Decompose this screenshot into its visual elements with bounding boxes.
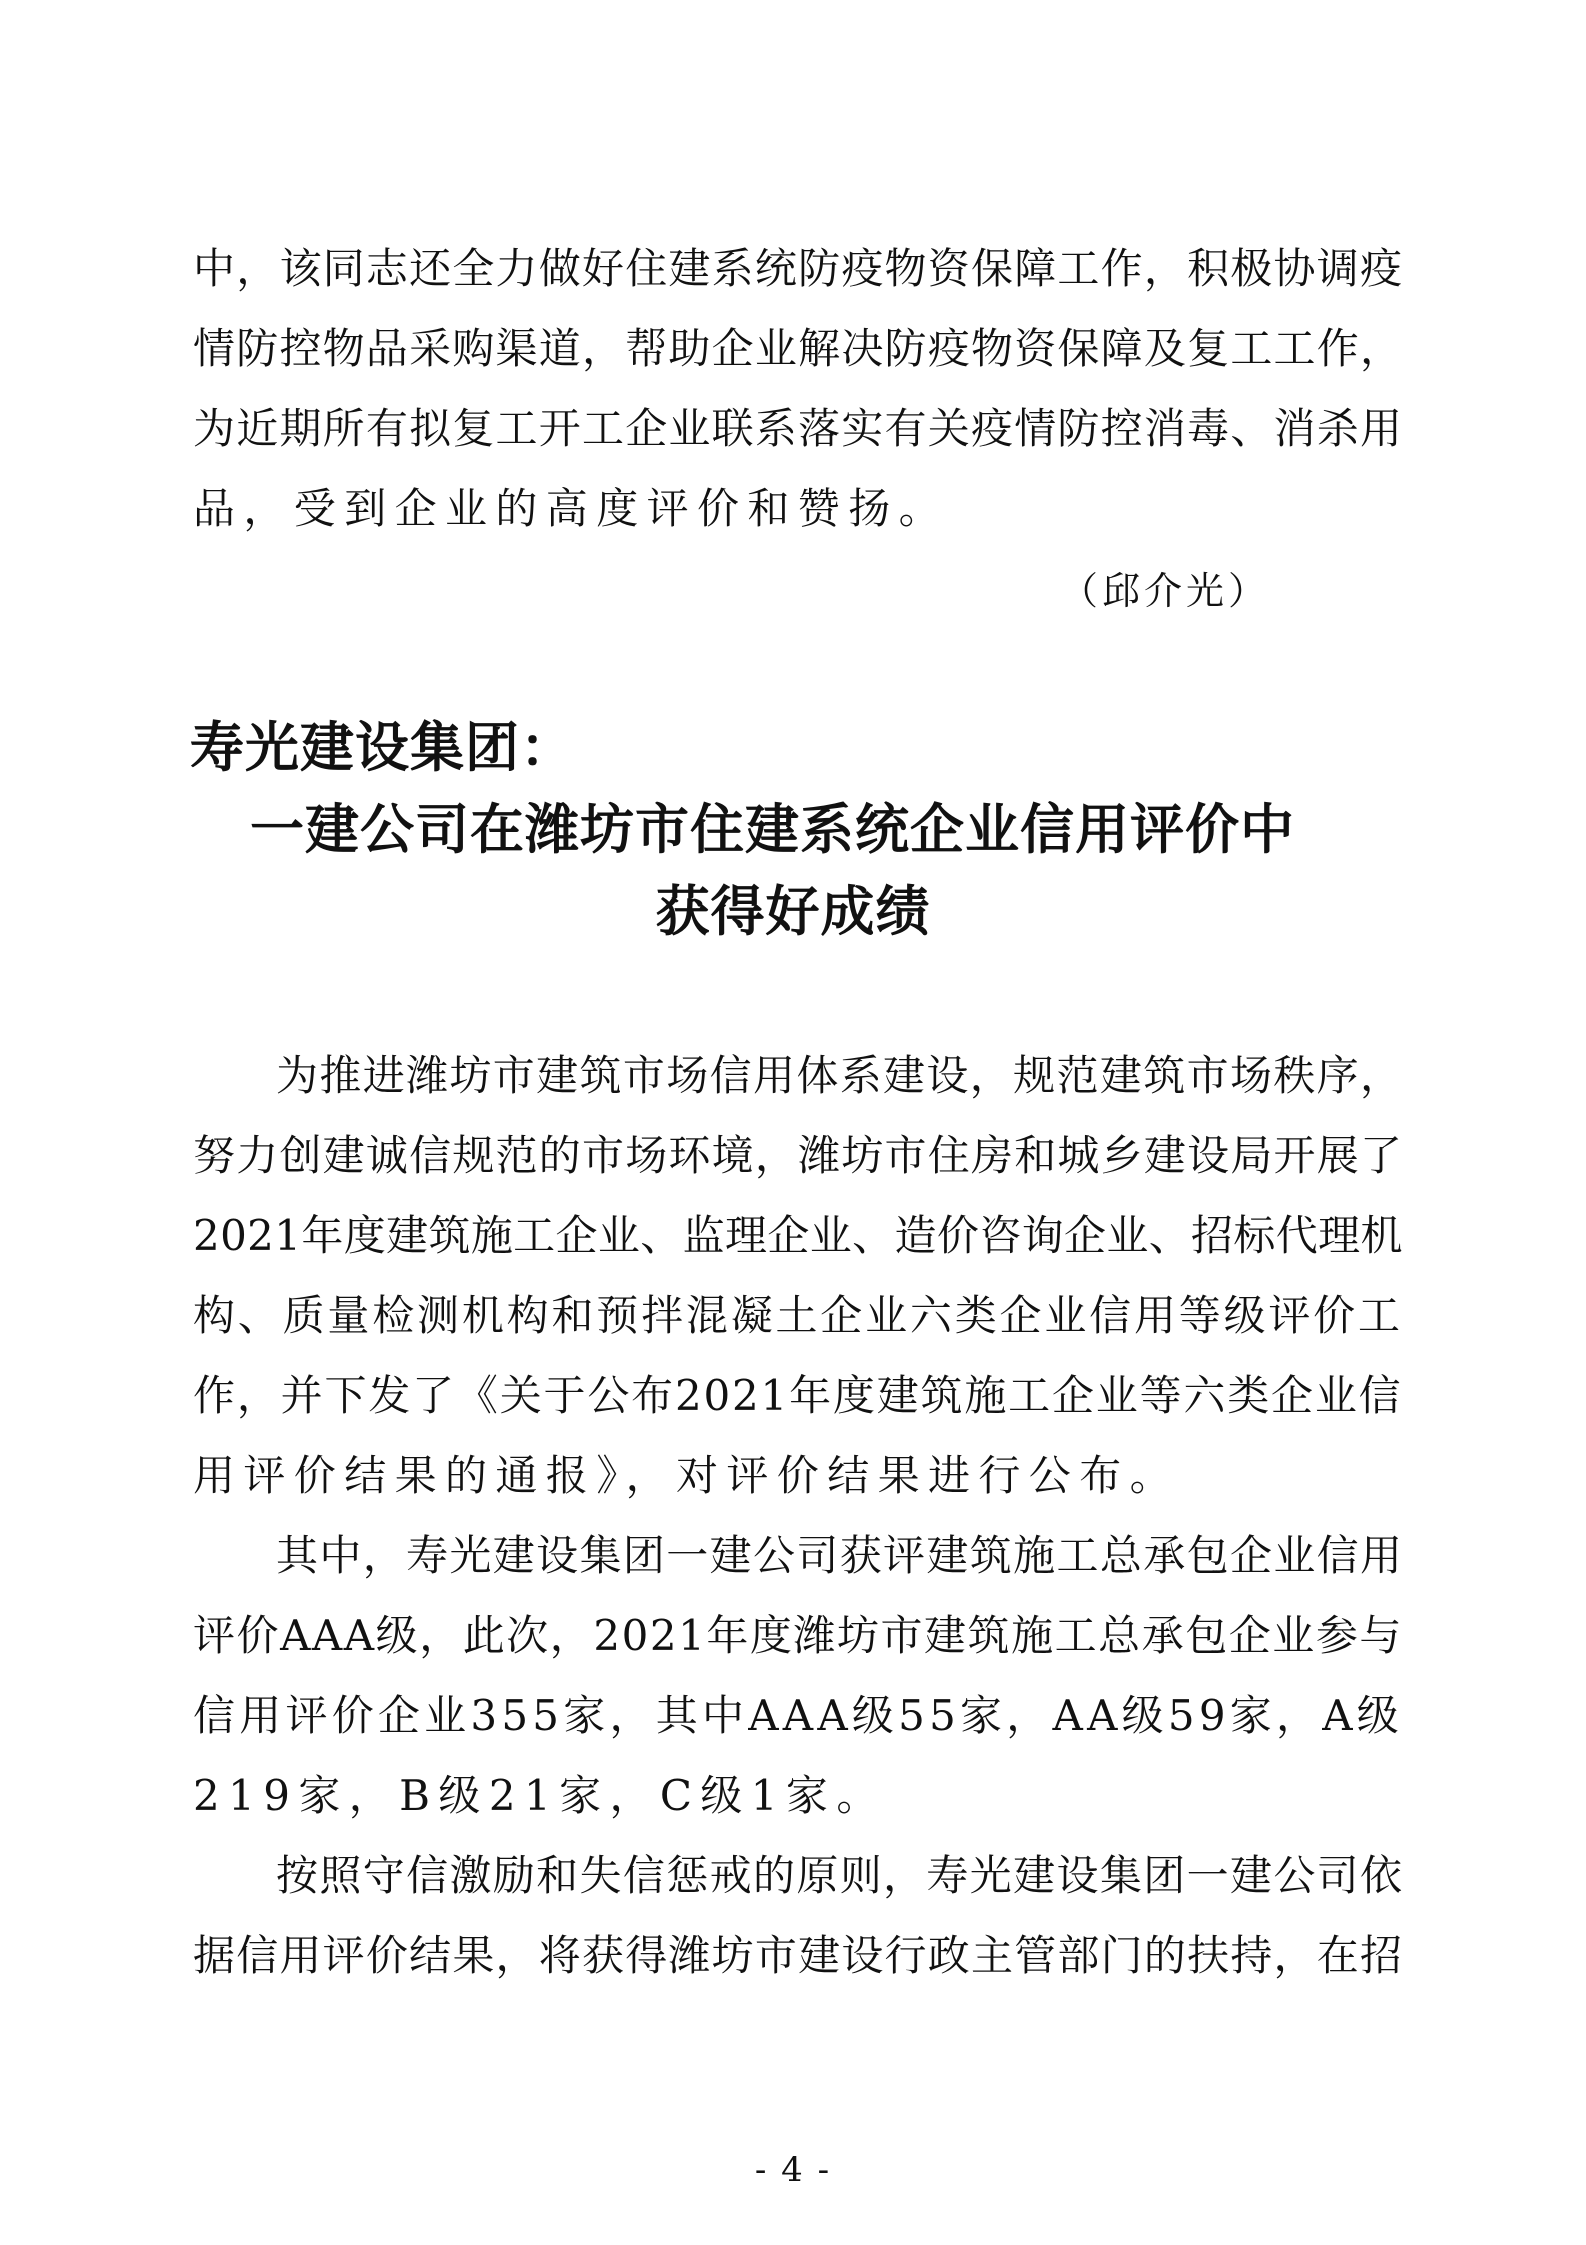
text-line: 用评价结果的通报》，对评价结果进行公布。 bbox=[193, 1451, 1181, 1500]
text-line: 评价AAA级，此次，2021年度潍坊市建筑施工总承包企业参与 bbox=[193, 1611, 1403, 1660]
text-line: 按照守信激励和失信惩戒的原则，寿光建设集团一建公司依 bbox=[276, 1851, 1404, 1900]
text-line: 品，受到企业的高度评价和赞扬。 bbox=[193, 484, 950, 533]
text-line: 作，并下发了《关于公布2021年度建筑施工企业等六类企业信 bbox=[193, 1371, 1403, 1420]
text-line: 为推进潍坊市建筑市场信用体系建设，规范建筑市场秩序， bbox=[276, 1051, 1404, 1100]
section-title-line-2: 一建公司在潍坊市住建系统企业信用评价中 bbox=[250, 798, 1295, 861]
text-line: 2021年度建筑施工企业、监理企业、造价咨询企业、招标代理机 bbox=[193, 1211, 1403, 1260]
text-line: 据信用评价结果，将获得潍坊市建设行政主管部门的扶持，在招 bbox=[193, 1931, 1404, 1980]
text-line: 为近期所有拟复工开工企业联系落实有关疫情防控消毒、消杀用 bbox=[193, 404, 1404, 453]
page-number: - 4 - bbox=[754, 2150, 832, 2190]
text-line: 其中，寿光建设集团一建公司获评建筑施工总承包企业信用 bbox=[276, 1531, 1404, 1580]
text-line: 信用评价企业355家，其中AAA级55家，AA级59家，A级 bbox=[193, 1691, 1404, 1740]
text-line: 中，该同志还全力做好住建系统防疫物资保障工作，积极协调疫 bbox=[193, 244, 1404, 293]
text-line: 构、质量检测机构和预拌混凝土企业六类企业信用等级评价工 bbox=[193, 1291, 1403, 1340]
section-title-line-1: 寿光建设集团： bbox=[190, 716, 575, 779]
author-signature: （邱介光） bbox=[1060, 569, 1271, 613]
text-line: 219家，B级21家，C级1家。 bbox=[193, 1771, 887, 1820]
section-title-line-3: 获得好成绩 bbox=[655, 880, 931, 943]
text-line: 情防控物品采购渠道，帮助企业解决防疫物资保障及复工工作， bbox=[193, 324, 1404, 373]
text-line: 努力创建诚信规范的市场环境，潍坊市住房和城乡建设局开展了 bbox=[193, 1131, 1404, 1180]
